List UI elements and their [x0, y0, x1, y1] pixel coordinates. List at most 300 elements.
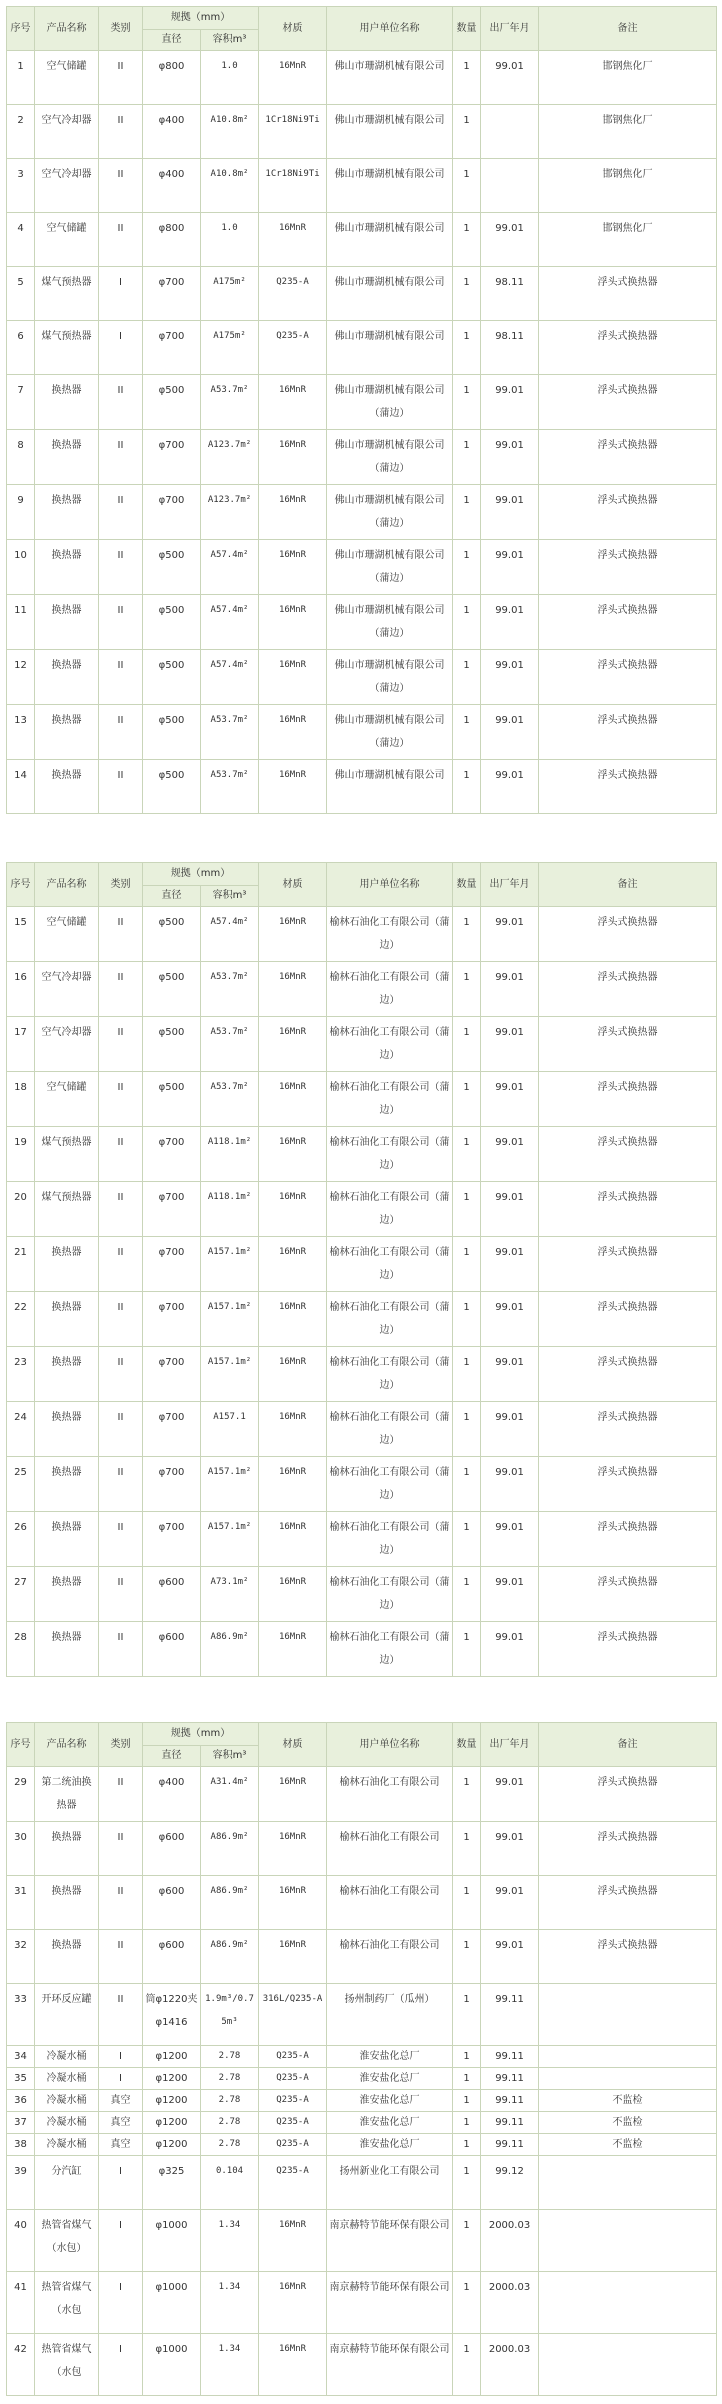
row-qty: 1	[453, 1292, 481, 1347]
row-material: 16MnR	[259, 595, 327, 650]
row-remark: 浮头式换热器	[539, 705, 717, 760]
row-remark: 浮头式换热器	[539, 1017, 717, 1072]
row-diameter: φ325	[143, 2156, 201, 2210]
row-volume: A86.9m²	[201, 1822, 259, 1876]
row-product-name: 换热器	[35, 760, 99, 814]
row-remark: 邯钢焦化厂	[539, 105, 717, 159]
row-no: 10	[7, 540, 35, 595]
row-product-name: 换热器	[35, 540, 99, 595]
row-diameter: φ700	[143, 1237, 201, 1292]
row-volume: A157.1	[201, 1402, 259, 1457]
row-volume: A86.9m²	[201, 1876, 259, 1930]
row-remark: 不监检	[539, 2134, 717, 2156]
table-row	[7, 1622, 717, 1677]
row-diameter: φ500	[143, 962, 201, 1017]
row-category: II	[99, 1072, 143, 1127]
row-qty: 1	[453, 1512, 481, 1567]
row-date: 99.11	[481, 2112, 539, 2134]
table-row	[7, 159, 717, 213]
row-material: 16MnR	[259, 1072, 327, 1127]
row-diameter: φ1200	[143, 2134, 201, 2156]
row-volume: A57.4m²	[201, 595, 259, 650]
row-volume: 2.78	[201, 2090, 259, 2112]
header-name: 产品名称	[35, 1723, 99, 1767]
row-material: 16MnR	[259, 375, 327, 430]
row-remark: 浮头式换热器	[539, 962, 717, 1017]
row-remark: 浮头式换热器	[539, 907, 717, 962]
row-date: 99.11	[481, 1984, 539, 2046]
row-volume: 2.78	[201, 2134, 259, 2156]
row-diameter: φ600	[143, 1567, 201, 1622]
row-user: 佛山市珊湖机械有限公司	[327, 760, 453, 814]
header-category: 类别	[99, 863, 143, 907]
row-diameter: φ1200	[143, 2068, 201, 2090]
row-date: 99.01	[481, 1457, 539, 1512]
row-diameter: φ700	[143, 1292, 201, 1347]
row-material: Q235-A	[259, 321, 327, 375]
row-product-name: 煤气预热器	[35, 321, 99, 375]
row-remark: 浮头式换热器	[539, 540, 717, 595]
row-qty: 1	[453, 1822, 481, 1876]
product-table-1	[6, 6, 717, 814]
row-category: II	[99, 1457, 143, 1512]
row-date: 99.01	[481, 1767, 539, 1822]
header-row	[7, 863, 717, 886]
table-row	[7, 595, 717, 650]
row-qty: 1	[453, 2156, 481, 2210]
row-material: 16MnR	[259, 1402, 327, 1457]
row-product-name: 换热器	[35, 595, 99, 650]
row-volume: A86.9m²	[201, 1622, 259, 1677]
row-user: 淮安盐化总厂	[327, 2090, 453, 2112]
row-qty: 1	[453, 105, 481, 159]
header-qty: 数量	[453, 1723, 481, 1767]
row-category: I	[99, 2272, 143, 2334]
row-category: I	[99, 2068, 143, 2090]
row-qty: 1	[453, 2134, 481, 2156]
header-no: 序号	[7, 7, 35, 51]
row-no: 1	[7, 51, 35, 105]
row-remark	[539, 2272, 717, 2334]
row-product-name: 空气冷却器	[35, 105, 99, 159]
row-user: 榆林石油化工有限公司（蒲边）	[327, 907, 453, 962]
row-no: 14	[7, 760, 35, 814]
row-remark: 浮头式换热器	[539, 1347, 717, 1402]
row-qty: 1	[453, 375, 481, 430]
row-date: 99.11	[481, 2046, 539, 2068]
row-qty: 1	[453, 2112, 481, 2134]
header-material: 材质	[259, 1723, 327, 1767]
row-no: 26	[7, 1512, 35, 1567]
table-row	[7, 1930, 717, 1984]
row-product-name: 煤气预热器	[35, 1127, 99, 1182]
table-row	[7, 430, 717, 485]
row-product-name: 冷凝水桶	[35, 2046, 99, 2068]
row-date: 99.01	[481, 213, 539, 267]
row-remark: 浮头式换热器	[539, 760, 717, 814]
row-no: 7	[7, 375, 35, 430]
row-category: II	[99, 1017, 143, 1072]
row-volume: A57.4m²	[201, 907, 259, 962]
table-row	[7, 1127, 717, 1182]
row-diameter: φ500	[143, 1072, 201, 1127]
table-row	[7, 1512, 717, 1567]
row-qty: 1	[453, 595, 481, 650]
row-qty: 1	[453, 650, 481, 705]
table-row	[7, 105, 717, 159]
row-product-name: 分汽缸	[35, 2156, 99, 2210]
table-row	[7, 705, 717, 760]
row-material: 16MnR	[259, 1767, 327, 1822]
row-date: 99.01	[481, 1876, 539, 1930]
row-diameter: φ500	[143, 760, 201, 814]
row-volume: A53.7m²	[201, 760, 259, 814]
row-product-name: 换热器	[35, 1567, 99, 1622]
row-user: 榆林石油化工有限公司（蒲边）	[327, 1182, 453, 1237]
row-user: 榆林石油化工有限公司	[327, 1876, 453, 1930]
row-diameter: φ500	[143, 907, 201, 962]
row-qty: 1	[453, 1767, 481, 1822]
row-no: 2	[7, 105, 35, 159]
row-user: 榆林石油化工有限公司（蒲边）	[327, 1292, 453, 1347]
row-date: 99.01	[481, 1622, 539, 1677]
row-volume: A57.4m²	[201, 540, 259, 595]
row-category: II	[99, 760, 143, 814]
row-material: 1Cr18Ni9Ti	[259, 159, 327, 213]
row-qty: 1	[453, 159, 481, 213]
table-row	[7, 760, 717, 814]
row-category: II	[99, 105, 143, 159]
row-date: 99.01	[481, 1402, 539, 1457]
row-qty: 1	[453, 1347, 481, 1402]
row-qty: 1	[453, 1127, 481, 1182]
row-remark: 浮头式换热器	[539, 1567, 717, 1622]
row-material: 16MnR	[259, 1347, 327, 1402]
table-row	[7, 2068, 717, 2090]
header-remark: 备注	[539, 7, 717, 51]
row-category: II	[99, 595, 143, 650]
row-volume: A157.1m²	[201, 1237, 259, 1292]
row-category: II	[99, 485, 143, 540]
header-user: 用户单位名称	[327, 1723, 453, 1767]
row-product-name: 冷凝水桶	[35, 2068, 99, 2090]
row-category: II	[99, 1984, 143, 2046]
row-no: 31	[7, 1876, 35, 1930]
row-no: 27	[7, 1567, 35, 1622]
row-material: 16MnR	[259, 1876, 327, 1930]
row-user: 淮安盐化总厂	[327, 2112, 453, 2134]
row-no: 25	[7, 1457, 35, 1512]
row-date	[481, 159, 539, 213]
row-material: 16MnR	[259, 2210, 327, 2272]
row-remark: 浮头式换热器	[539, 1822, 717, 1876]
row-category: I	[99, 2334, 143, 2396]
row-no: 13	[7, 705, 35, 760]
row-category: II	[99, 907, 143, 962]
row-remark	[539, 2334, 717, 2396]
row-product-name: 换热器	[35, 650, 99, 705]
row-category: II	[99, 540, 143, 595]
row-diameter: φ700	[143, 1512, 201, 1567]
row-qty: 1	[453, 907, 481, 962]
header-date: 出厂年月	[481, 863, 539, 907]
product-table-3	[6, 1722, 717, 2396]
row-category: II	[99, 1512, 143, 1567]
row-qty: 1	[453, 2068, 481, 2090]
row-volume: A157.1m²	[201, 1347, 259, 1402]
row-user: 扬州制药厂（瓜州）	[327, 1984, 453, 2046]
row-no: 33	[7, 1984, 35, 2046]
row-diameter: φ400	[143, 1767, 201, 1822]
table-row	[7, 540, 717, 595]
header-row	[7, 7, 717, 30]
row-date: 2000.03	[481, 2272, 539, 2334]
row-diameter: φ1000	[143, 2210, 201, 2272]
row-material: 16MnR	[259, 1930, 327, 1984]
row-user: 榆林石油化工有限公司（蒲边）	[327, 1622, 453, 1677]
row-date: 99.01	[481, 1182, 539, 1237]
row-remark: 不监检	[539, 2112, 717, 2134]
row-volume: A157.1m²	[201, 1512, 259, 1567]
header-material: 材质	[259, 7, 327, 51]
row-date: 99.01	[481, 760, 539, 814]
row-date: 99.01	[481, 1017, 539, 1072]
row-category: II	[99, 1402, 143, 1457]
row-qty: 1	[453, 1567, 481, 1622]
row-product-name: 冷凝水桶	[35, 2112, 99, 2134]
row-remark	[539, 2046, 717, 2068]
row-no: 18	[7, 1072, 35, 1127]
row-user: 榆林石油化工有限公司（蒲边）	[327, 962, 453, 1017]
row-material: 16MnR	[259, 2334, 327, 2396]
header-diameter: 直径	[143, 1746, 201, 1767]
row-qty: 1	[453, 705, 481, 760]
row-product-name: 换热器	[35, 1347, 99, 1402]
row-volume: A157.1m²	[201, 1292, 259, 1347]
row-no: 41	[7, 2272, 35, 2334]
row-volume: 1.34	[201, 2210, 259, 2272]
row-no: 8	[7, 430, 35, 485]
row-product-name: 换热器	[35, 1402, 99, 1457]
row-qty: 1	[453, 2210, 481, 2272]
row-date: 99.01	[481, 650, 539, 705]
row-material: 16MnR	[259, 540, 327, 595]
table-row	[7, 2090, 717, 2112]
row-category: II	[99, 1930, 143, 1984]
row-user: 淮安盐化总厂	[327, 2068, 453, 2090]
header-category: 类别	[99, 7, 143, 51]
header-user: 用户单位名称	[327, 863, 453, 907]
row-qty: 1	[453, 760, 481, 814]
row-remark	[539, 2068, 717, 2090]
row-material: 16MnR	[259, 1017, 327, 1072]
row-category: II	[99, 1292, 143, 1347]
row-qty: 1	[453, 2090, 481, 2112]
row-diameter: φ500	[143, 540, 201, 595]
row-category: II	[99, 430, 143, 485]
row-volume: A10.8m²	[201, 159, 259, 213]
row-category: II	[99, 1567, 143, 1622]
row-user: 扬州新业化工有限公司	[327, 2156, 453, 2210]
header-diameter: 直径	[143, 886, 201, 907]
row-diameter: φ800	[143, 213, 201, 267]
row-no: 24	[7, 1402, 35, 1457]
header-volume: 容积m³	[201, 886, 259, 907]
row-category: I	[99, 2046, 143, 2068]
header-no: 序号	[7, 1723, 35, 1767]
row-product-name: 空气冷却器	[35, 962, 99, 1017]
row-product-name: 空气冷却器	[35, 1017, 99, 1072]
row-no: 16	[7, 962, 35, 1017]
header-material: 材质	[259, 863, 327, 907]
row-date: 99.11	[481, 2090, 539, 2112]
row-material: Q235-A	[259, 2156, 327, 2210]
row-user: 佛山市珊湖机械有限公司（蒲边）	[327, 430, 453, 485]
row-no: 15	[7, 907, 35, 962]
row-volume: A57.4m²	[201, 650, 259, 705]
row-material: 1Cr18Ni9Ti	[259, 105, 327, 159]
row-date: 99.12	[481, 2156, 539, 2210]
table-row	[7, 51, 717, 105]
header-diameter: 直径	[143, 30, 201, 51]
row-user: 榆林石油化工有限公司（蒲边）	[327, 1512, 453, 1567]
row-product-name: 热管省煤气（水包）	[35, 2210, 99, 2272]
row-remark: 浮头式换热器	[539, 1622, 717, 1677]
row-user: 南京赫特节能环保有限公司	[327, 2272, 453, 2334]
header-volume: 容积m³	[201, 1746, 259, 1767]
row-diameter: φ700	[143, 1347, 201, 1402]
row-category: II	[99, 650, 143, 705]
row-material: Q235-A	[259, 2090, 327, 2112]
row-no: 34	[7, 2046, 35, 2068]
row-qty: 1	[453, 2334, 481, 2396]
row-remark: 浮头式换热器	[539, 1930, 717, 1984]
row-volume: 2.78	[201, 2112, 259, 2134]
row-volume: A86.9m²	[201, 1930, 259, 1984]
table-row	[7, 1402, 717, 1457]
table-row	[7, 2272, 717, 2334]
row-date: 99.01	[481, 375, 539, 430]
row-no: 32	[7, 1930, 35, 1984]
row-material: 16MnR	[259, 760, 327, 814]
row-material: 16MnR	[259, 2272, 327, 2334]
row-date: 99.01	[481, 1072, 539, 1127]
header-category: 类别	[99, 1723, 143, 1767]
row-volume: A175m²	[201, 321, 259, 375]
row-no: 20	[7, 1182, 35, 1237]
table-row	[7, 1984, 717, 2046]
table-row	[7, 1457, 717, 1512]
row-category: II	[99, 1767, 143, 1822]
row-user: 佛山市珊湖机械有限公司（蒲边）	[327, 705, 453, 760]
row-remark: 浮头式换热器	[539, 430, 717, 485]
row-no: 19	[7, 1127, 35, 1182]
row-user: 淮安盐化总厂	[327, 2046, 453, 2068]
row-date: 99.01	[481, 907, 539, 962]
row-no: 29	[7, 1767, 35, 1822]
row-user: 佛山市珊湖机械有限公司	[327, 159, 453, 213]
row-category: II	[99, 1127, 143, 1182]
row-qty: 1	[453, 51, 481, 105]
row-volume: 1.34	[201, 2334, 259, 2396]
row-date: 99.01	[481, 1292, 539, 1347]
row-user: 榆林石油化工有限公司（蒲边）	[327, 1347, 453, 1402]
row-product-name: 煤气预热器	[35, 267, 99, 321]
header-no: 序号	[7, 863, 35, 907]
row-date: 99.01	[481, 1347, 539, 1402]
row-no: 28	[7, 1622, 35, 1677]
row-diameter: φ500	[143, 375, 201, 430]
row-product-name: 空气储罐	[35, 213, 99, 267]
row-user: 榆林石油化工有限公司	[327, 1930, 453, 1984]
row-material: Q235-A	[259, 2112, 327, 2134]
table-row	[7, 321, 717, 375]
row-diameter: φ500	[143, 705, 201, 760]
row-diameter: φ700	[143, 430, 201, 485]
row-qty: 1	[453, 1876, 481, 1930]
row-qty: 1	[453, 2046, 481, 2068]
row-material: 16MnR	[259, 1822, 327, 1876]
row-category: II	[99, 1347, 143, 1402]
row-category: II	[99, 213, 143, 267]
table-row	[7, 1767, 717, 1822]
row-qty: 1	[453, 430, 481, 485]
row-product-name: 空气冷却器	[35, 159, 99, 213]
row-qty: 1	[453, 1457, 481, 1512]
row-date: 99.01	[481, 540, 539, 595]
row-volume: 1.0	[201, 51, 259, 105]
row-qty: 1	[453, 1017, 481, 1072]
row-category: II	[99, 159, 143, 213]
row-no: 38	[7, 2134, 35, 2156]
table-row	[7, 2210, 717, 2272]
row-user: 榆林石油化工有限公司（蒲边）	[327, 1017, 453, 1072]
row-diameter: φ600	[143, 1876, 201, 1930]
row-user: 榆林石油化工有限公司（蒲边）	[327, 1072, 453, 1127]
row-remark	[539, 1984, 717, 2046]
row-user: 榆林石油化工有限公司（蒲边）	[327, 1127, 453, 1182]
row-product-name: 换热器	[35, 1292, 99, 1347]
header-name: 产品名称	[35, 7, 99, 51]
row-no: 42	[7, 2334, 35, 2396]
row-diameter: φ1200	[143, 2112, 201, 2134]
header-date: 出厂年月	[481, 7, 539, 51]
row-date: 99.01	[481, 51, 539, 105]
row-date: 99.01	[481, 1930, 539, 1984]
row-user: 榆林石油化工有限公司	[327, 1822, 453, 1876]
header-spec: 规拠（mm）	[143, 1723, 259, 1746]
row-material: 16MnR	[259, 1457, 327, 1512]
row-product-name: 换热器	[35, 1457, 99, 1512]
row-remark: 浮头式换热器	[539, 321, 717, 375]
row-date: 2000.03	[481, 2334, 539, 2396]
row-material: 16MnR	[259, 1567, 327, 1622]
row-material: 16MnR	[259, 1622, 327, 1677]
row-qty: 1	[453, 267, 481, 321]
row-remark: 邯钢焦化厂	[539, 159, 717, 213]
row-remark: 浮头式换热器	[539, 1072, 717, 1127]
table-row	[7, 1292, 717, 1347]
row-qty: 1	[453, 1072, 481, 1127]
row-no: 37	[7, 2112, 35, 2134]
row-user: 榆林石油化工有限公司（蒲边）	[327, 1402, 453, 1457]
row-material: 16MnR	[259, 485, 327, 540]
row-user: 佛山市珊湖机械有限公司（蒲边）	[327, 375, 453, 430]
row-user: 佛山市珊湖机械有限公司（蒲边）	[327, 595, 453, 650]
row-product-name: 换热器	[35, 375, 99, 430]
row-volume: A175m²	[201, 267, 259, 321]
row-material: Q235-A	[259, 267, 327, 321]
